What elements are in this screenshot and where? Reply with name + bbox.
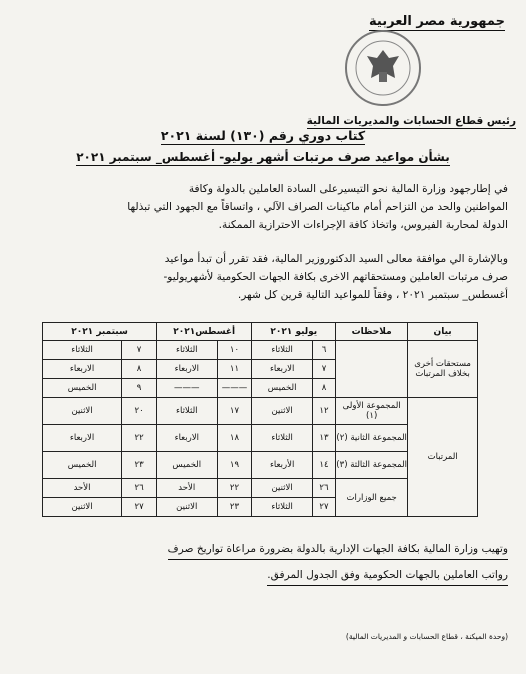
paragraph-2 <box>18 250 508 304</box>
paragraph-line: أغسطس_ سبتمبر ٢٠٢١ ، وفقاً للمواعيد التالية قرين كل شهر. <box>237 289 508 301</box>
country-name: جمهورية مصر العربية <box>369 14 505 29</box>
header-july: يوليو ٢٠٢١ <box>252 323 336 341</box>
table-row: المجموعة الثانية (٢) ١٣ الثلاثاء ١٨ الاربعاء ٢٢ الاربعاء <box>43 425 478 452</box>
table-header-row <box>43 323 478 341</box>
table-row: مستحقات أخرى بخلاف المرتبات ٦ الثلاثاء ١٠ الثلاثاء ٧ الثلاثاء <box>43 341 478 360</box>
paragraph-line: المواطنين والحد من التزاحم أمام ماكينات الصراف الآلي ، واتساقاً مع الجهود التي تبذلها <box>127 201 508 213</box>
note-cell: المجموعة الثالثة (٣) <box>336 452 408 479</box>
note-cell <box>336 341 408 398</box>
ministry-seal-icon <box>343 28 423 108</box>
note-cell: جميع الوزارات <box>336 479 408 517</box>
group-other: مستحقات أخرى بخلاف المرتبات <box>408 341 478 398</box>
paragraph-line: وتهيب وزارة المالية بكافة الجهات الإدارية بالدولة بضرورة مراعاة تواريخ صرف <box>60 540 508 560</box>
footnote: (وحدة الميكنة ، قطاع الحسابات و المديريات المالية) <box>345 632 508 641</box>
paragraph-1 <box>18 180 508 234</box>
closing-paragraph <box>60 540 508 586</box>
note-cell: المجموعة الثانية (٢) <box>336 425 408 452</box>
header-notes: ملاحظات <box>336 323 408 341</box>
table-row: المجموعة الثالثة (٣) ١٤ الأربعاء ١٩ الخميس ٢٣ الخميس <box>43 452 478 479</box>
table-row: المرتبات المجموعة الأولى (١) ١٢ الاثنين ١٧ الثلاثاء ٢٠ الاثنين <box>43 398 478 425</box>
paragraph-line: وبالإشارة الي موافقة معالى السيد الدكتوروزير المالية، فقد تقرر أن تبدأ مواعيد <box>164 253 508 265</box>
header-august: أغسطس٢٠٢١ <box>157 323 252 341</box>
table-row: ٢٧ الثلاثاء ٢٣ الاثنين ٢٧ الاثنين <box>43 498 478 517</box>
paragraph-line: صرف مرتبات العاملين ومستحقاتهم الاخرى بكافة الجهات الحكومية لأشهريوليو- <box>163 271 508 283</box>
header-september: سبتمبر ٢٠٢١ <box>43 323 157 341</box>
header-statement: بيان <box>408 323 478 341</box>
note-cell: المجموعة الأولى (١) <box>336 398 408 425</box>
letter-subject: بشأن مواعيد صرف مرتبات أشهر يوليو- أغسطس_ سبتمبر ٢٠٢١ <box>76 150 450 164</box>
paragraph-line: الدولة لمحاربة الفيروس، واتخاذ كافة الإجراءات الاحترازية الممكنة. <box>218 219 508 231</box>
paragraph-line: رواتب العاملين بالجهات الحكومية وفق الجدول المرفق. <box>60 566 508 586</box>
letter-title: كتاب دوري رقم (١٣٠) لسنة ٢٠٢١ <box>160 128 366 143</box>
table-row: جميع الوزارات ٢٦ الاثنين ٢٢ الأحد ٢٦ الأحد <box>43 479 478 498</box>
paragraph-line: في إطارجهود وزارة المالية نحو التيسيرعلى السادة العاملين بالدولة وكافة <box>188 183 508 195</box>
table-row: ٨ الخميس ——— ——— ٩ الخميس <box>43 379 478 398</box>
sector-title: رئيس قطاع الحسابات والمديريات المالية <box>306 115 516 127</box>
group-salaries: المرتبات <box>408 398 478 517</box>
schedule-table <box>42 322 478 517</box>
table-row: ٧ الاربعاء ١١ الاربعاء ٨ الاربعاء <box>43 360 478 379</box>
